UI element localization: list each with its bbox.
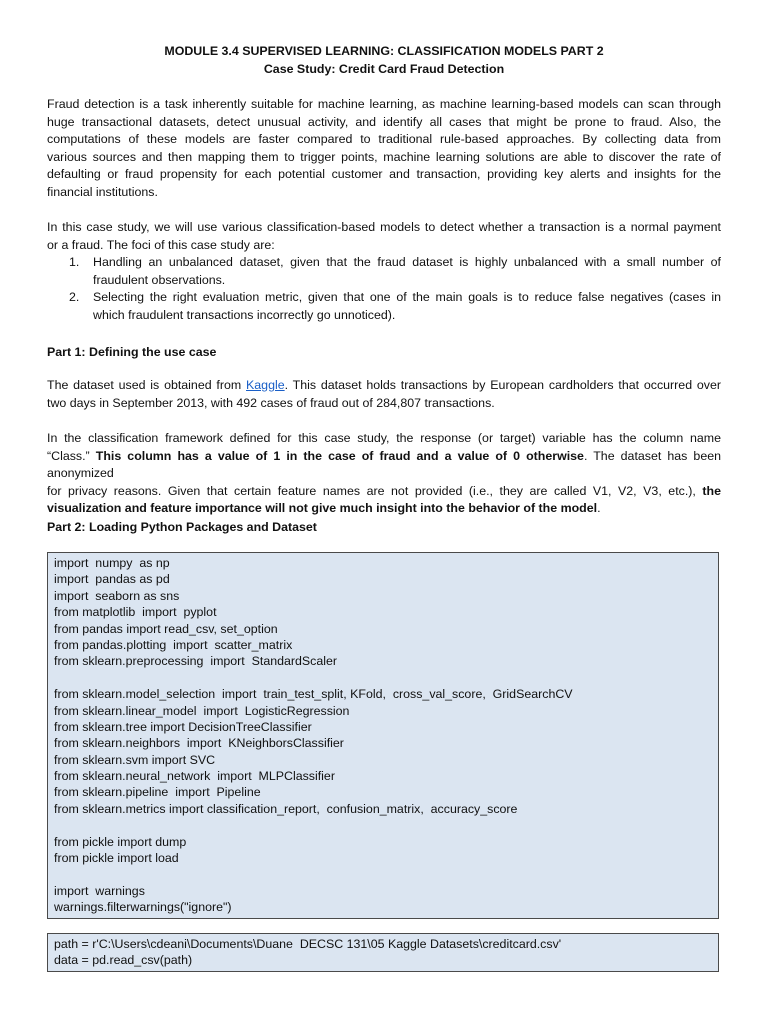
code-line: from matplotlib import pyplot [54,605,217,620]
case-study-title: Case Study: Credit Card Fraud Detection [263,62,505,76]
code-line: from pandas import read_csv, set_option [54,621,278,636]
framework-text: . [597,501,601,516]
intro-line: huge transactional datasets, detect unusual activity, and identify all cases that might be prone to fraud. Also, the [47,114,721,129]
code-line [54,866,718,882]
list-item [47,289,721,324]
intro-line: defaulting or fraud propensity for each potential customer and transaction, providing key alerts and insights for the [47,167,721,182]
list-item [47,254,721,289]
dataset-text: The dataset used is obtained from [47,378,247,392]
framework-bold-text: visualization and feature importance will not give much insight into the behavior of the model [47,501,598,516]
code-line: from sklearn.neural_network import MLPClassifier [54,769,335,784]
code-block-load-data [47,933,719,972]
code-line: import warnings [54,883,145,898]
code-line: from sklearn.preprocessing import StandardScaler [54,654,338,669]
framework-paragraph [47,430,721,518]
code-line: from sklearn.pipeline import Pipeline [54,785,261,800]
part2-heading: Part 2: Loading Python Packages and Dataset [47,520,317,534]
case-study-paragraph [47,219,721,254]
foci-list [47,254,721,324]
code-line: from pandas.plotting import scatter_matrix [54,637,293,652]
part1-heading: Part 1: Defining the use case [47,345,217,359]
code-line: from sklearn.svm import SVC [54,752,216,767]
framework-line [47,500,721,518]
framework-line [47,483,721,501]
framework-line [47,448,721,483]
code-line: import seaborn as sns [54,588,180,603]
code-line: data = pd.read_csv(path) [54,953,193,968]
framework-text: for privacy reasons. Given that certain feature names are not provided (i.e., they are called V1, V2, V3, etc.), [47,483,703,498]
list-item-line: Handling an unbalanced dataset, given that the fraud dataset is highly unbalanced with a small number of [93,255,721,269]
code-line: from sklearn.linear_model import LogisticRegression [54,703,350,718]
module-title: MODULE 3.4 SUPERVISED LEARNING: CLASSIFICATION MODELS PART 2 [164,44,604,58]
code-block-imports [47,552,719,919]
framework-line: In the classification framework defined for this case study, the response (or target) variable has the column name [47,431,721,445]
list-item-number: 1. [69,255,80,269]
framework-bold-text: the [702,483,721,498]
list-item-number: 2. [69,290,80,305]
dataset-line [47,377,721,395]
dataset-paragraph [47,377,721,412]
dataset-text: . This dataset holds transactions by European cardholders that occurred over [284,378,722,392]
code-line: import numpy as np [54,556,170,570]
code-line: from pickle import dump [54,834,187,849]
code-line [54,817,718,833]
intro-line: computations of these models are faster compared to traditional rule-based approaches. By collecting data from [47,132,721,147]
intro-paragraph [47,96,721,202]
code-line: from pickle import load [54,851,179,866]
framework-bold-text: This column has a value of 1 in the case of fraud and a value of 0 otherwise [95,448,584,463]
code-line: warnings.filterwarnings("ignore") [54,900,232,915]
code-line: from sklearn.tree import DecisionTreeClassifier [54,719,312,734]
document-title [0,42,768,78]
intro-line: financial institutions. [47,184,158,199]
list-item-line: which fraudulent transactions incorrectly go unnoticed). [93,307,396,322]
code-line: from sklearn.model_selection import train_test_split, KFold, cross_val_score, GridSearchCV [54,687,573,702]
code-line: path = r'C:\Users\cdeani\Documents\Duane DECSC 131\05 Kaggle Datasets\creditcard.csv' [54,937,562,951]
code-line: from sklearn.metrics import classification_report, confusion_matrix, accuracy_score [54,801,518,816]
case-study-line: or a fraud. The foci of this case study are: [47,237,275,252]
intro-line: various sources and then mapping them to trigger points, machine learning solutions are able to discover the rate of [47,149,721,164]
code-line: from sklearn.neighbors import KNeighborsClassifier [54,736,344,751]
code-line [54,670,718,686]
dataset-line: two days in September 2013, with 492 cases of fraud out of 284,807 transactions. [47,395,495,410]
case-study-line: In this case study, we will use various classification-based models to detect whether a transaction is a normal payment [47,220,721,234]
code-line: import pandas as pd [54,572,170,587]
list-item-line: fraudulent observations. [93,272,226,287]
list-item-line: Selecting the right evaluation metric, given that one of the main goals is to reduce false negatives (cases in [93,290,721,305]
framework-text: “Class.” [47,448,96,463]
kaggle-link[interactable]: Kaggle [246,378,285,392]
framework-text: . The dataset has been anonymized [47,448,721,481]
intro-line: Fraud detection is a task inherently suitable for machine learning, as machine learning-based models can scan through [47,97,721,111]
